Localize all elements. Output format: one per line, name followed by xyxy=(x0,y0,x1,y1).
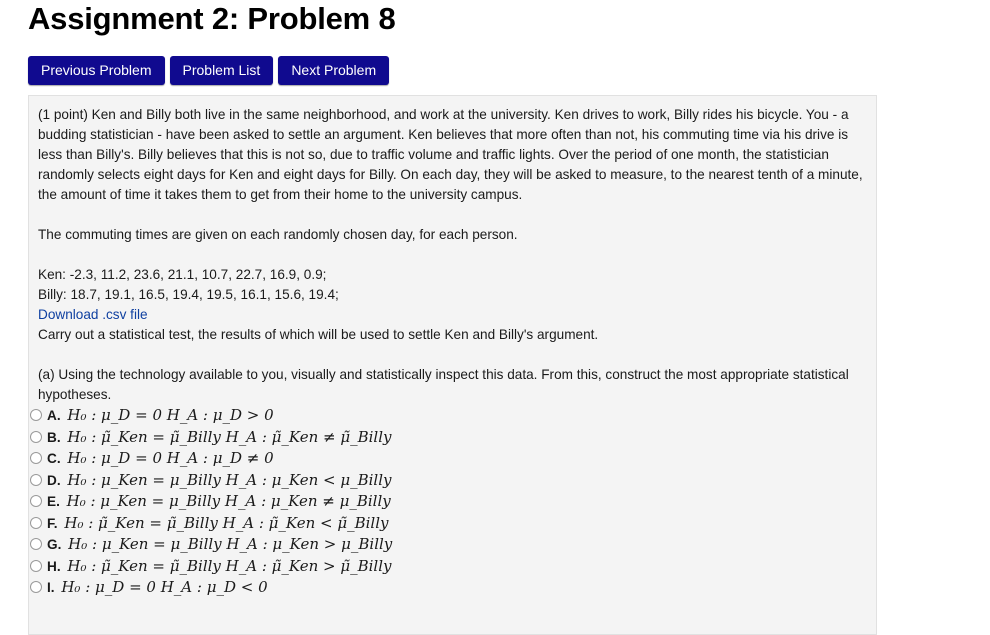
choice-f-math: H₀ : μ̃_Ken = μ̃_Billy H_A : μ̃_Ken < μ̃_Billy xyxy=(64,513,389,532)
choice-a-label: A. xyxy=(47,408,61,423)
choice-e-label: E. xyxy=(47,494,60,509)
part-a-question: (a) Using the technology available to you, visually and statistically inspect this data. From this, construct the most appropriate statistical hypotheses. xyxy=(38,367,849,402)
ken-data: Ken: -2.3, 11.2, 23.6, 21.1, 10.7, 22.7, 16.9, 0.9; xyxy=(38,267,327,282)
problem-body xyxy=(28,95,877,635)
choice-g[interactable] xyxy=(38,534,866,556)
choice-i-math: H₀ : μ_D = 0 H_A : μ_D < 0 xyxy=(61,578,268,596)
problem-intro: (1 point) Ken and Billy both live in the same neighborhood, and work at the university. Ken drives to work, Billy rides his bicycle. You - a budding statistician - have been asked to settle an argument. Ken believes that more often than not, his commuting time via his drive is less than Billy's. Billy believes that this is not so, due to traffic volume and traffic lights. Over the period of one month, the statistician randomly selects eight days for Ken and eight days for Billy. On each day, they will be asked to measure, to the nearest tenth of a minute, the amount of time it takes them to get from their home to the university campus. xyxy=(38,107,863,202)
choice-b-math: H₀ : μ̃_Ken = μ̃_Billy H_A : μ̃_Ken ≠ μ̃_Billy xyxy=(67,427,392,446)
choice-g-radio[interactable] xyxy=(30,538,42,550)
choice-g-label: G. xyxy=(47,537,62,552)
choice-f[interactable] xyxy=(38,513,866,535)
choice-c[interactable] xyxy=(38,448,866,470)
choice-i[interactable] xyxy=(38,577,866,599)
choice-b-radio[interactable] xyxy=(30,431,42,443)
choice-d-label: D. xyxy=(47,472,61,488)
choice-a-math: H₀ : μ_D = 0 H_A : μ_D > 0 xyxy=(67,406,274,424)
next-problem-button[interactable]: Next Problem xyxy=(278,56,389,85)
choice-d-math: H₀ : μ_Ken = μ_Billy H_A : μ_Ken < μ_Billy xyxy=(67,470,392,489)
problem-navigation xyxy=(28,56,389,85)
previous-problem-button[interactable]: Previous Problem xyxy=(28,56,165,85)
choice-i-label: I. xyxy=(47,580,55,595)
choice-a[interactable] xyxy=(38,405,866,427)
choice-c-label: C. xyxy=(47,451,61,466)
choice-c-radio[interactable] xyxy=(30,452,42,464)
choice-h-label: H. xyxy=(47,558,61,574)
choice-f-radio[interactable] xyxy=(30,517,42,529)
choice-a-radio[interactable] xyxy=(30,409,42,421)
choice-i-radio[interactable] xyxy=(30,581,42,593)
choice-e-radio[interactable] xyxy=(30,495,42,507)
download-csv-link[interactable]: Download .csv file xyxy=(38,307,148,322)
page-title: Assignment 2: Problem 8 xyxy=(28,1,396,36)
choice-c-math: H₀ : μ_D = 0 H_A : μ_D ≠ 0 xyxy=(67,449,274,467)
commute-note: The commuting times are given on each randomly chosen day, for each person. xyxy=(38,227,518,242)
choice-e-math: H₀ : μ_Ken = μ_Billy H_A : μ_Ken ≠ μ_Billy xyxy=(66,492,391,510)
choice-g-math: H₀ : μ_Ken = μ_Billy H_A : μ_Ken > μ_Billy xyxy=(68,535,393,553)
choice-b-label: B. xyxy=(47,429,61,445)
choice-h[interactable] xyxy=(38,556,866,578)
choice-f-label: F. xyxy=(47,515,58,531)
answer-choices xyxy=(38,405,866,599)
choice-d-radio[interactable] xyxy=(30,474,42,486)
choice-d[interactable] xyxy=(38,470,866,492)
choice-e[interactable] xyxy=(38,491,866,513)
problem-list-button[interactable]: Problem List xyxy=(170,56,274,85)
billy-data: Billy: 18.7, 19.1, 16.5, 19.4, 19.5, 16.1, 15.6, 19.4; xyxy=(38,287,339,302)
instruction-text: Carry out a statistical test, the results of which will be used to settle Ken and Billy's argument. xyxy=(38,327,599,342)
choice-h-math: H₀ : μ̃_Ken = μ̃_Billy H_A : μ̃_Ken > μ̃_Billy xyxy=(67,556,392,575)
choice-b[interactable] xyxy=(38,427,866,449)
choice-h-radio[interactable] xyxy=(30,560,42,572)
